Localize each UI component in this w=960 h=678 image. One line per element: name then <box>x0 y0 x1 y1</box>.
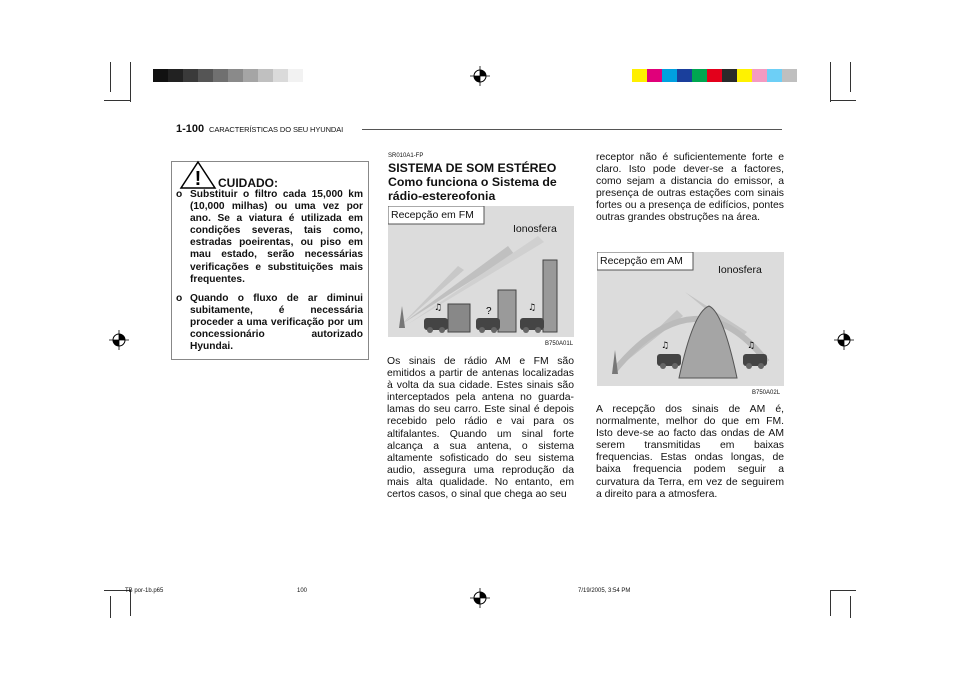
figure-code: B750A02L <box>752 390 781 396</box>
gray-swatch <box>168 69 183 82</box>
figure-code: B750A01L <box>545 341 574 347</box>
color-swatch <box>737 69 752 82</box>
page-number: 1-100 <box>176 123 205 135</box>
gray-swatch <box>228 69 243 82</box>
am-label: Recepção em AM <box>600 255 683 267</box>
registration-target-icon <box>109 330 129 350</box>
gray-swatch <box>198 69 213 82</box>
caution-item: Substituir o filtro cada 15,000 km (10,000 milhas) ou uma vez por ano. Se a viatura é utilizada em condições severas, tais como, estradas poeirentas, ou piso em mau estado, serão necessárias verificações e substituições mais frequentes. <box>190 189 363 285</box>
gray-swatch <box>183 69 198 82</box>
svg-text:!: ! <box>194 168 202 190</box>
gray-swatch <box>273 69 288 82</box>
footer-file: TB por-1b.p65 <box>125 588 164 594</box>
header-rule <box>362 129 782 130</box>
gray-swatch <box>213 69 228 82</box>
caution-title: CUIDADO: <box>218 176 278 190</box>
svg-text:♫: ♫ <box>434 303 443 313</box>
caution-item: Quando o fluxo de ar diminui subitamente, é necessária proceder a uma verificação por um concessionário autorizado Hyundai. <box>190 293 363 353</box>
bullet-marker: o <box>176 293 183 304</box>
paragraph: Os sinais de rádio AM e FM são emitidos a partir de antenas localizadas à volta da sua cidade. Estes sinais são interceptados pela antena no guarda-lamas do seu carro. Este sinal é depois recebido pelo rádio e vai para os altifalantes. Quando um sinal forte alcança a sua antena, o sistema altamente sofisticado do seu sistema audio, assegura uma reprodução da mais alta qualidade. No entanto, em certos casos, o sinal que chega ao seu <box>387 356 574 501</box>
warning-triangle-icon <box>179 160 217 190</box>
color-swatch <box>767 69 782 82</box>
paragraph: A recepção dos sinais de AM é, normalmente, melhor do que em FM. Isto deve-se ao facto das ondas de AM serem transmitidas em baixas frequencias. Estas ondas longas, de baixa frequencia podem seguir a curvatura da Terra, em vez de seguirem a direito para a atmosfera. <box>596 404 784 500</box>
registration-target-icon <box>470 66 490 86</box>
color-swatch <box>677 69 692 82</box>
fm-label: Recepção em FM <box>391 209 474 221</box>
paragraph: receptor não é suficientemente forte e claro. Isto pode dever-se a factores, como sejam a distancia do emissor, a presença de outras estações com sinais fortes ou a presença de edifícios, pontes outras grandes obstruções na área. <box>596 152 784 224</box>
gray-swatch <box>243 69 258 82</box>
ionosphere-label: Ionosfera <box>513 223 557 235</box>
section-header: CARACTERÍSTICAS DO SEU HYUNDAI <box>209 125 344 134</box>
color-swatch <box>692 69 707 82</box>
section-title: SISTEMA DE SOM ESTÉREO Como funciona o Sistema de rádio-estereofonia <box>388 161 557 203</box>
grayscale-calibration-bar <box>153 69 303 82</box>
color-swatch <box>752 69 767 82</box>
registration-target-icon <box>470 588 490 608</box>
am-reception-figure <box>597 252 784 386</box>
fm-reception-figure <box>388 206 574 337</box>
ionosphere-label: Ionosfera <box>718 264 762 276</box>
color-swatch <box>707 69 722 82</box>
registration-target-icon <box>834 330 854 350</box>
footer-page: 100 <box>297 588 308 594</box>
color-swatch <box>662 69 677 82</box>
gray-swatch <box>258 69 273 82</box>
bullet-marker: o <box>176 189 183 200</box>
color-swatch <box>647 69 662 82</box>
section-code: SR010A1-FP <box>388 153 424 159</box>
color-swatch <box>782 69 797 82</box>
color-swatch <box>722 69 737 82</box>
gray-swatch <box>153 69 168 82</box>
svg-text:♫: ♫ <box>661 341 670 351</box>
svg-text:?: ? <box>486 306 492 317</box>
svg-text:♫: ♫ <box>528 303 537 313</box>
svg-text:♫: ♫ <box>747 341 756 351</box>
color-swatch <box>632 69 647 82</box>
gray-swatch <box>288 69 303 82</box>
footer-datetime: 7/19/2005, 3:54 PM <box>578 588 631 594</box>
color-calibration-bar <box>632 69 797 82</box>
